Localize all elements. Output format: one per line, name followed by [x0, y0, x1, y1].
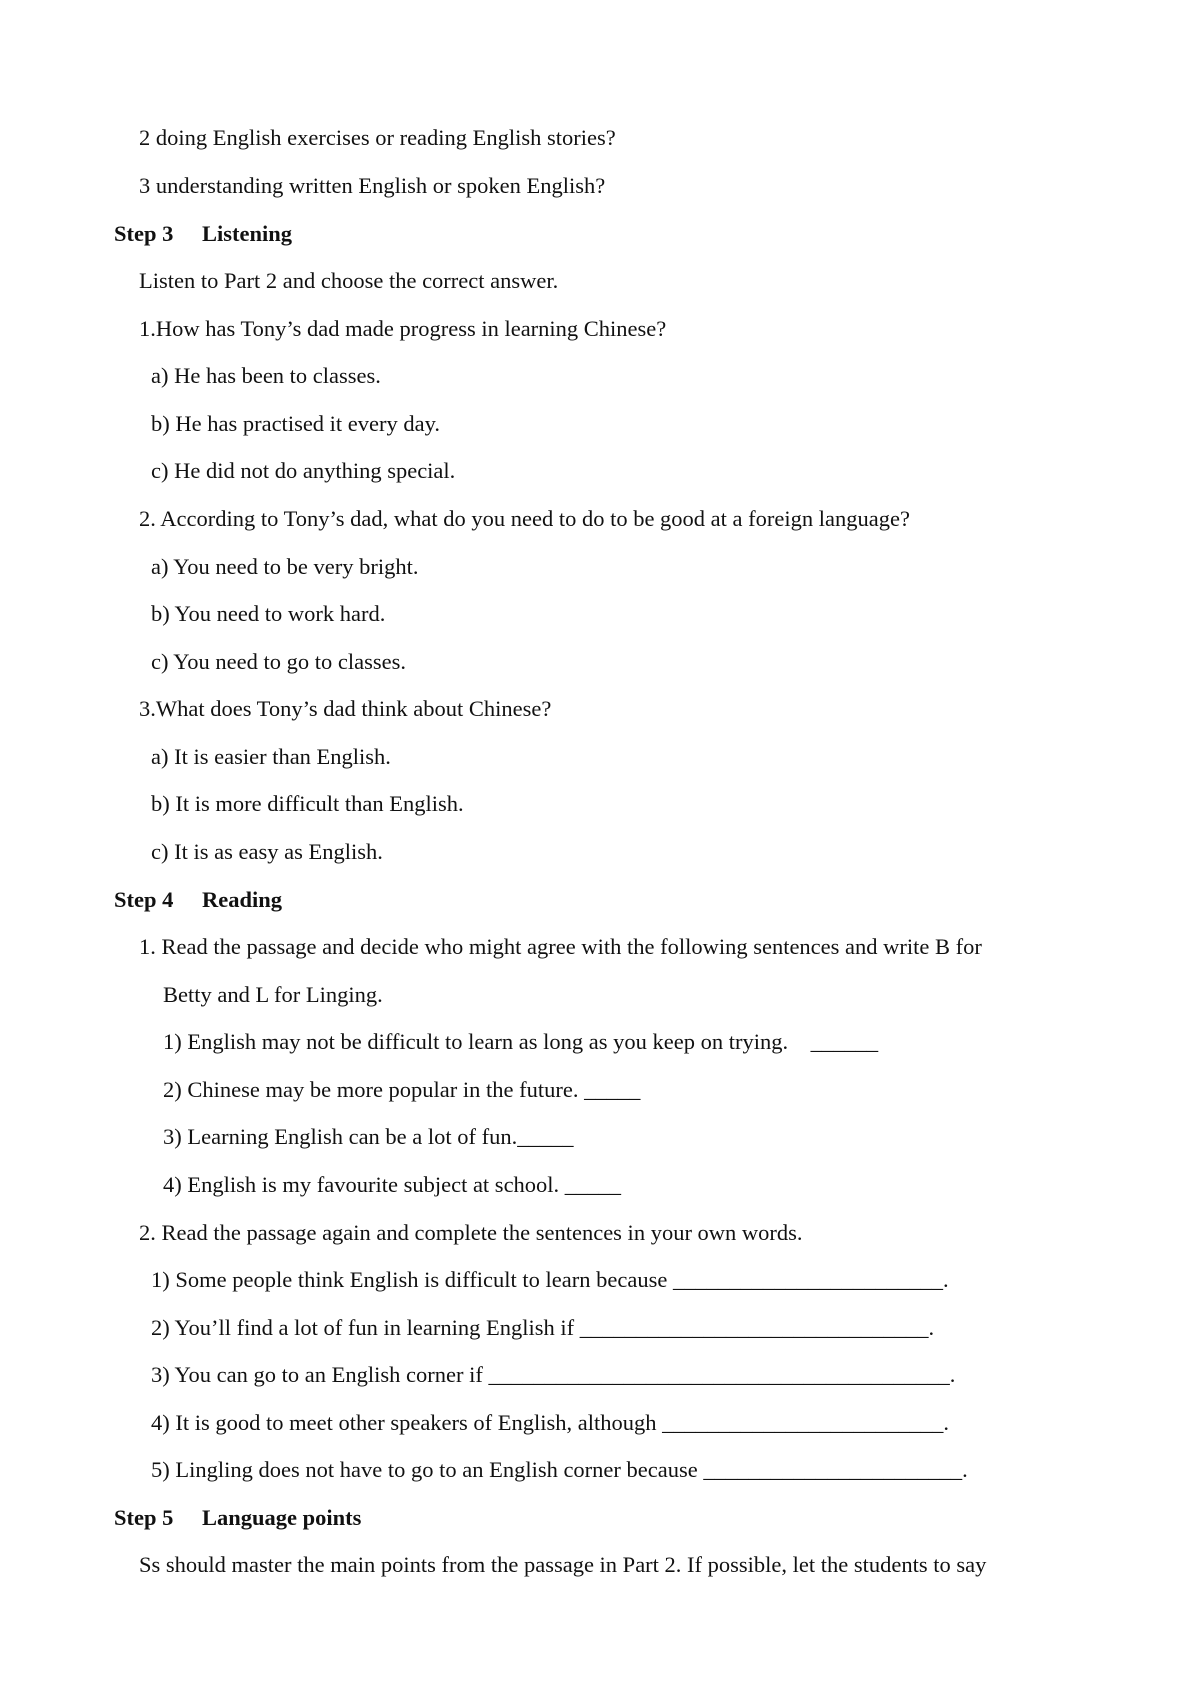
listening-q2-option-b: b) You need to work hard. [151, 601, 386, 626]
intro-question-3: 3 understanding written English or spoken English? [139, 173, 606, 198]
reading-task2-item-5: 5) Lingling does not have to go to an English corner because _______________________. [151, 1457, 968, 1482]
reading-task1-item-1: 1) English may not be difficult to learn as long as you keep on trying. ______ [163, 1029, 879, 1054]
listening-q3-option-a: a) It is easier than English. [151, 744, 391, 769]
reading-task2-item-4: 4) It is good to meet other speakers of English, although _________________________. [151, 1410, 950, 1435]
reading-task1-line2: Betty and L for Linging. [163, 982, 383, 1007]
step5-title: Language points [202, 1505, 362, 1530]
reading-task1-item-4: 4) English is my favourite subject at school. _____ [163, 1172, 622, 1197]
step5-number: Step 5 [114, 1505, 174, 1530]
listening-q3-option-b: b) It is more difficult than English. [151, 791, 464, 816]
step4-number: Step 4 [114, 887, 174, 912]
listening-question-2: 2. According to Tony’s dad, what do you need to do to be good at a foreign language? [139, 506, 910, 531]
listening-q1-option-a: a) He has been to classes. [151, 363, 381, 388]
step3-instruction: Listen to Part 2 and choose the correct answer. [139, 268, 559, 293]
listening-question-1: 1.How has Tony’s dad made progress in learning Chinese? [139, 316, 667, 341]
listening-q3-option-c: c) It is as easy as English. [151, 839, 383, 864]
listening-q2-option-a: a) You need to be very bright. [151, 554, 419, 579]
reading-task2-item-3: 3) You can go to an English corner if _________________________________________. [151, 1362, 956, 1387]
listening-question-3: 3.What does Tony’s dad think about Chinese? [139, 696, 552, 721]
reading-task1-item-2: 2) Chinese may be more popular in the future. _____ [163, 1077, 641, 1102]
reading-task1-item-3: 3) Learning English can be a lot of fun._____ [163, 1124, 574, 1149]
step4-heading [114, 885, 282, 915]
intro-question-2: 2 doing English exercises or reading English stories? [139, 125, 616, 150]
step3-heading [114, 219, 292, 249]
step5-heading [114, 1503, 361, 1533]
step3-number: Step 3 [114, 221, 174, 246]
step5-text: Ss should master the main points from the passage in Part 2. If possible, let the students to say [139, 1552, 987, 1577]
reading-task2: 2. Read the passage again and complete the sentences in your own words. [139, 1220, 803, 1245]
step3-title: Listening [202, 221, 293, 246]
listening-q2-option-c: c) You need to go to classes. [151, 649, 406, 674]
step4-title: Reading [202, 887, 283, 912]
listening-q1-option-c: c) He did not do anything special. [151, 458, 456, 483]
reading-task2-item-2: 2) You’ll find a lot of fun in learning English if _______________________________. [151, 1315, 935, 1340]
reading-task2-item-1: 1) Some people think English is difficult to learn because ________________________. [151, 1267, 949, 1292]
listening-q1-option-b: b) He has practised it every day. [151, 411, 441, 436]
reading-task1-line1: 1. Read the passage and decide who might agree with the following sentences and write B for [139, 934, 982, 959]
